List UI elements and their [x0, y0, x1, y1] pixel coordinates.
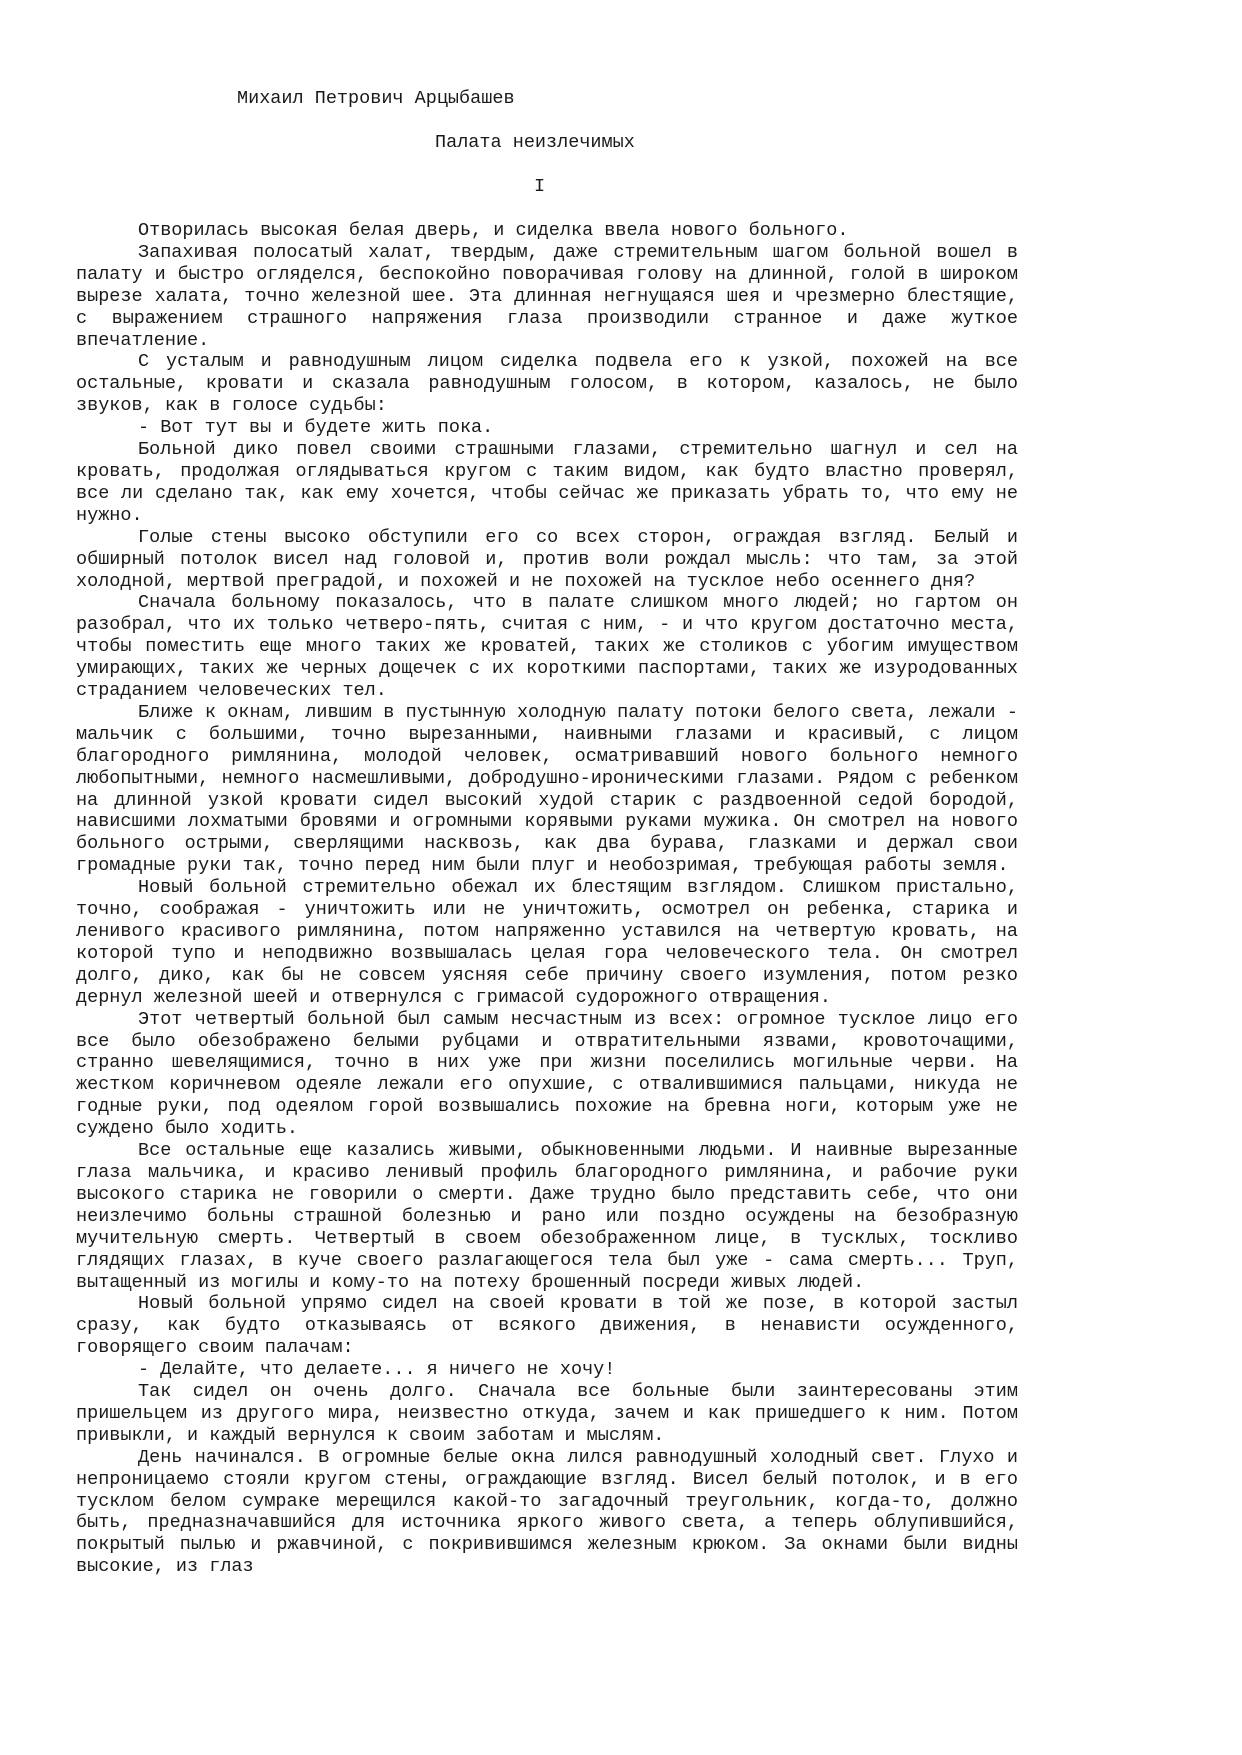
- dialogue-line: - Вот тут вы и будете жить пока.: [138, 417, 494, 439]
- dialogue-line: - Делайте, что делаете... я ничего не хочу!: [138, 1359, 616, 1381]
- paragraph: Запахивая полосатый халат, твердым, даже стремительным шагом больной вошел в палату и быстро огляделся, беспокойно поворачивая голову на длинной, голой в широком вырезе халата, точно железной шее. Эта длинная негнущаяся шея и чрезмерно блестящие, с выражением страшного напряжения глаза производили странное и даже жуткое впечатление.: [76, 241, 1018, 351]
- story-title: Палата неизлечимых: [435, 132, 635, 153]
- paragraph: Новый больной упрямо сидел на своей кровати в той же позе, в которой застыл сразу, как будто отказываясь от всякого движения, в ненависти осужденного, говорящего своим палачам:: [76, 1293, 1018, 1359]
- author-name: Михаил Петрович Арцыбашев: [237, 88, 515, 109]
- paragraph: Голые стены высоко обступили его со всех сторон, ограждая взгляд. Белый и обширный потолок висел над головой и, против воли рождал мысль: что там, за этой холодной, мертвой преградой, и похожей и не похожей на тусклое небо осеннего дня?: [76, 526, 1018, 592]
- paragraph: Сначала больному показалось, что в палате слишком много людей; но гартом он разобрал, что их только четверо-пять, считая с ним, - и что кругом достаточно места, чтобы поместить еще много таких же кроватей, таких же столиков с убогим имуществом умирающих, таких же черных дощечек с их короткими паспортами, таких же изуродованных страданием человеческих тел.: [76, 592, 1018, 702]
- paragraph: Ближе к окнам, лившим в пустынную холодную палату потоки белого света, лежали - мальчик с большими, точно вырезанными, наивными глазами и красивый, с лицом благородного римлянина, молодой человек, осматривавший нового больного немного любопытными, немного насмешливыми, добродушно-ироническими глазами. Рядом с ребенком на длинной узкой кровати сидел высокий худой старик с раздвоенной седой бородой, нависшими лохматыми бровями и огромными корявыми руками мужика. Он смотрел на нового больного острыми, сверлящими насквозь, как два бурава, глазками и держал свои громадные руки так, точно перед ним были плуг и необозримая, требующая работы земля.: [76, 701, 1018, 877]
- paragraph: Отворилась высокая белая дверь, и сиделка ввела нового больного.: [138, 220, 849, 241]
- paragraph: Все остальные еще казались живыми, обыкновенными людьми. И наивные вырезанные глаза мальчика, и красиво ленивый профиль благородного римлянина, и рабочие руки высокого старика не говорили о смерти. Даже трудно было представить себе, что они неизлечимо больны страшной болезнью и рано или поздно осуждены на безобразную мучительную смерть. Четвертый в своем обезображенном лице, в тусклых, тоскливо глядящих глазах, в куче своего разлагающегося тела был уже - сама смерть... Труп, вытащенный из могилы и кому-то на потеху брошенный посреди живых людей.: [76, 1140, 1018, 1293]
- paragraph: День начинался. В огромные белые окна лился равнодушный холодный свет. Глухо и непроницаемо стояли кругом стены, ограждающие взгляд. Висел белый потолок, и в его тусклом белом сумраке мерещился какой-то загадочный треугольник, когда-то, должно быть, предназначавшийся для источника яркого живого света, а теперь облупившийся, покрытый пылью и ржавчиной, с покривившимся железным крюком. За окнами были видны высокие, из глаз: [76, 1446, 1018, 1578]
- paragraph: С усталым и равнодушным лицом сиделка подвела его к узкой, похожей на все остальные, кровати и сказала равнодушным голосом, в котором, казалось, не было звуков, как в голосе судьбы:: [76, 351, 1018, 417]
- story-body: [76, 220, 1018, 1578]
- paragraph: Больной дико повел своими страшными глазами, стремительно шагнул и сел на кровать, продолжая оглядываться кругом с таким видом, как будто властно проверял, все ли сделано так, как ему хочется, чтобы сейчас же приказать убрать то, что ему не нужно.: [76, 439, 1018, 526]
- paragraph: Так сидел он очень долго. Сначала все больные были заинтересованы этим пришельцем из другого мира, неизвестно откуда, зачем и как пришедшего к ним. Потом привыкли, и каждый вернулся к своим заботам и мыслям.: [76, 1381, 1018, 1446]
- chapter-number: I: [534, 176, 546, 197]
- paragraph: Этот четвертый больной был самым несчастным из всех: огромное тусклое лицо его все было обезображено белыми рубцами и отвратительными язвами, кровоточащими, странно шевелящимися, точно в них уже при жизни поселились могильные черви. На жестком коричневом одеяле лежали его опухшие, с отвалившимися пальцами, никуда не годные руки, под одеялом горой возвышались похожие на бревна ноги, которым уже не суждено было ходить.: [76, 1008, 1018, 1140]
- paragraph: Новый больной стремительно обежал их блестящим взглядом. Слишком пристально, точно, соображая - уничтожить или не уничтожить, осмотрел он ребенка, старика и ленивого красивого римлянина, потом напряженно уставился на четвертую кровать, на которой тупо и неподвижно возвышалась целая гора человеческого тела. Он смотрел долго, дико, как бы не совсем уясняя себе причину своего изумления, потом резко дернул железной шеей и отвернулся с гримасой судорожного отвращения.: [76, 877, 1018, 1008]
